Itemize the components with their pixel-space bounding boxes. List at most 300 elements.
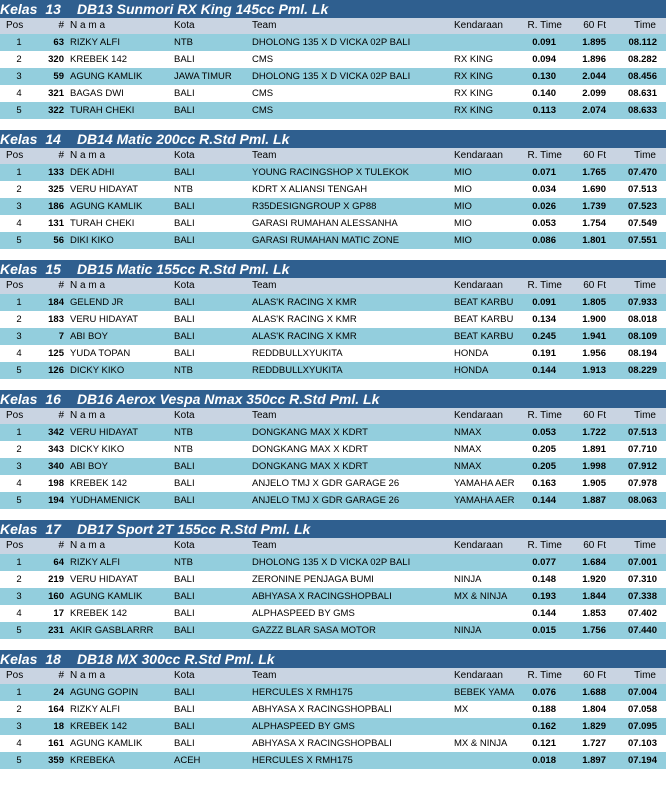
header-time: Time [634,280,656,291]
header-kota: Kota [174,150,195,161]
team-cell: GARASI RUMAHAN MATIC ZONE [252,235,400,246]
reaction-time-cell: 0.188 [532,704,556,715]
rider-name-cell: AGUNG KAMLIK [70,591,143,602]
reaction-time-cell: 0.018 [532,755,556,766]
rider-name-cell: KREBEK 142 [70,608,128,619]
reaction-time-cell: 0.140 [532,88,556,99]
rider-name-cell: ABI BOY [70,461,109,472]
class-name: DB17 Sport 2T 155cc R.Std Pml. Lk [76,521,311,537]
race-number-cell: 231 [48,625,64,636]
class-number: 16 [45,391,61,407]
position-cell: 4 [16,478,22,489]
finish-time-cell: 07.710 [627,444,657,455]
finish-time-cell: 07.523 [627,201,657,212]
race-number-cell: 322 [48,105,64,116]
reaction-time-cell: 0.148 [532,574,556,585]
finish-time-cell: 07.513 [627,184,657,195]
sixty-ft-cell: 1.895 [582,37,606,48]
finish-time-cell: 08.112 [628,37,657,48]
reaction-time-cell: 0.162 [532,721,556,732]
vehicle-cell: MIO [454,201,472,212]
finish-time-cell: 07.933 [627,297,657,308]
header-nama: N a m a [70,280,106,291]
team-cell: REDDBULLXYUKITA [252,348,343,359]
city-cell: BALI [174,625,195,636]
vehicle-cell: NINJA [454,625,482,636]
finish-time-cell: 07.103 [627,738,657,749]
position-cell: 3 [16,721,22,732]
rider-name-cell: AGUNG KAMLIK [70,738,143,749]
city-cell: BALI [174,591,195,602]
race-number-cell: 133 [48,167,64,178]
header-kendaraan: Kendaraan [454,410,503,421]
position-cell: 4 [16,608,22,619]
table-row [0,34,666,51]
position-cell: 2 [16,184,22,195]
rider-name-cell: GELEND JR [70,297,124,308]
team-cell: DHOLONG 135 X D VICKA 02P BALI [252,71,411,82]
header-rtime: R. Time [527,20,562,31]
class-name: DB13 Sunmori RX King 145cc Pml. Lk [76,1,329,17]
header-kota: Kota [174,540,195,551]
reaction-time-cell: 0.091 [532,37,556,48]
header-pos: Pos [6,410,24,421]
reaction-time-cell: 0.205 [532,444,556,455]
team-cell: ALAS'K RACING X KMR [252,314,357,325]
class-number: 14 [45,131,61,147]
sixty-ft-cell: 1.897 [582,755,606,766]
position-cell: 2 [16,704,22,715]
header-no: # [58,540,64,551]
table-row [0,424,666,441]
race-number-cell: 24 [53,687,64,698]
reaction-time-cell: 0.163 [532,478,556,489]
city-cell: BALI [174,495,195,506]
header-kendaraan: Kendaraan [454,540,503,551]
position-cell: 4 [16,218,22,229]
reaction-time-cell: 0.130 [532,71,556,82]
sixty-ft-cell: 1.896 [582,54,606,65]
reaction-time-cell: 0.094 [532,54,556,65]
sixty-ft-cell: 1.941 [582,331,606,342]
header-ft: 60 Ft [583,540,606,551]
class-section [0,130,666,249]
finish-time-cell: 08.631 [627,88,657,99]
position-cell: 2 [16,444,22,455]
finish-time-cell: 07.978 [627,478,657,489]
position-cell: 5 [16,495,22,506]
team-cell: ALAS'K RACING X KMR [252,331,357,342]
rider-name-cell: DICKY KIKO [70,365,125,376]
sixty-ft-cell: 1.900 [582,314,606,325]
header-kota: Kota [174,280,195,291]
reaction-time-cell: 0.245 [532,331,556,342]
city-cell: NTB [174,184,193,195]
sixty-ft-cell: 2.074 [582,105,606,116]
vehicle-cell: YAMAHA AER [454,478,515,489]
finish-time-cell: 07.912 [627,461,657,472]
sixty-ft-cell: 1.690 [582,184,606,195]
race-number-cell: 125 [48,348,64,359]
rider-name-cell: TURAH CHEKI [70,218,135,229]
sixty-ft-cell: 1.905 [582,478,606,489]
header-pos: Pos [6,670,24,681]
vehicle-cell: NINJA [454,574,482,585]
table-header [0,408,666,424]
class-title [0,650,666,668]
city-cell: BALI [174,348,195,359]
table-header [0,148,666,164]
header-ft: 60 Ft [583,670,606,681]
class-label: Kelas [0,131,38,147]
header-no: # [58,150,64,161]
section-gap [0,119,666,130]
finish-time-cell: 07.058 [627,704,657,715]
header-pos: Pos [6,540,24,551]
city-cell: BALI [174,608,195,619]
finish-time-cell: 07.194 [627,755,657,766]
city-cell: BALI [174,105,195,116]
sixty-ft-cell: 1.805 [582,297,606,308]
position-cell: 5 [16,365,22,376]
vehicle-cell: RX KING [454,54,494,65]
table-row [0,198,666,215]
header-nama: N a m a [70,150,106,161]
vehicle-cell: NMAX [454,461,482,472]
header-pos: Pos [6,150,24,161]
team-cell: ANJELO TMJ X GDR GARAGE 26 [252,478,400,489]
table-row [0,588,666,605]
vehicle-cell: RX KING [454,105,494,116]
table-row [0,718,666,735]
city-cell: NTB [174,427,193,438]
header-nama: N a m a [70,670,106,681]
city-cell: BALI [174,201,195,212]
table-row [0,164,666,181]
sixty-ft-cell: 1.853 [582,608,606,619]
header-team: Team [252,540,277,551]
header-time: Time [634,670,656,681]
city-cell: BALI [174,218,195,229]
position-cell: 3 [16,461,22,472]
class-name: DB16 Aerox Vespa Nmax 350cc R.Std Pml. Lk [76,391,380,407]
team-cell: CMS [252,105,274,116]
reaction-time-cell: 0.091 [532,297,556,308]
header-time: Time [634,20,656,31]
rider-name-cell: BAGAS DWI [70,88,124,99]
finish-time-cell: 07.549 [627,218,657,229]
section-gap [0,379,666,390]
race-number-cell: 160 [48,591,64,602]
header-time: Time [634,540,656,551]
class-section [0,260,666,379]
race-number-cell: 325 [48,184,64,195]
position-cell: 5 [16,105,22,116]
header-no: # [58,280,64,291]
team-cell: YOUNG RACINGSHOP X TULEKOK [252,167,409,178]
team-cell: KDRT X ALIANSI TENGAH [252,184,368,195]
sixty-ft-cell: 1.688 [582,687,606,698]
table-header [0,278,666,294]
header-no: # [58,670,64,681]
city-cell: BALI [174,297,195,308]
city-cell: ACEH [174,755,201,766]
header-nama: N a m a [70,540,106,551]
table-row [0,51,666,68]
city-cell: NTB [174,365,193,376]
team-cell: ANJELO TMJ X GDR GARAGE 26 [252,495,400,506]
finish-time-cell: 08.633 [627,105,657,116]
position-cell: 1 [16,297,22,308]
table-header [0,18,666,34]
rider-name-cell: VERU HIDAYAT [70,184,139,195]
reaction-time-cell: 0.113 [532,105,556,116]
team-cell: DONGKANG MAX X KDRT [252,461,368,472]
header-time: Time [634,150,656,161]
team-cell: CMS [252,88,274,99]
position-cell: 1 [16,557,22,568]
sixty-ft-cell: 1.844 [582,591,606,602]
rider-name-cell: AKIR GASBLARRR [70,625,154,636]
rider-name-cell: AGUNG KAMLIK [70,201,143,212]
sixty-ft-cell: 2.044 [582,71,606,82]
rider-name-cell: AGUNG GOPIN [70,687,139,698]
header-ft: 60 Ft [583,280,606,291]
class-number: 17 [45,521,61,537]
reaction-time-cell: 0.134 [532,314,556,325]
position-cell: 4 [16,348,22,359]
table-row [0,458,666,475]
city-cell: NTB [174,444,193,455]
vehicle-cell: MX [454,704,469,715]
race-number-cell: 359 [48,755,64,766]
table-row [0,701,666,718]
table-row [0,215,666,232]
class-name: DB14 Matic 200cc R.Std Pml. Lk [76,131,290,147]
class-title [0,0,666,18]
finish-time-cell: 08.194 [627,348,657,359]
city-cell: NTB [174,557,193,568]
team-cell: DONGKANG MAX X KDRT [252,444,368,455]
city-cell: BALI [174,331,195,342]
finish-time-cell: 08.063 [627,495,657,506]
reaction-time-cell: 0.034 [532,184,556,195]
race-number-cell: 59 [53,71,64,82]
header-ft: 60 Ft [583,20,606,31]
header-team: Team [252,20,277,31]
class-name: DB18 MX 300cc R.Std Pml. Lk [76,651,275,667]
position-cell: 3 [16,591,22,602]
race-number-cell: 186 [48,201,64,212]
header-nama: N a m a [70,20,106,31]
vehicle-cell: YAMAHA AER [454,495,515,506]
header-kota: Kota [174,670,195,681]
reaction-time-cell: 0.086 [532,235,556,246]
sixty-ft-cell: 1.887 [582,495,606,506]
class-section [0,520,666,639]
vehicle-cell: MIO [454,184,472,195]
rider-name-cell: RIZKY ALFI [70,37,120,48]
city-cell: BALI [174,54,195,65]
table-header [0,538,666,554]
team-cell: ALPHASPEED BY GMS [252,608,355,619]
race-number-cell: 340 [48,461,64,472]
table-row [0,492,666,509]
vehicle-cell: RX KING [454,88,494,99]
finish-time-cell: 07.001 [627,557,657,568]
header-pos: Pos [6,20,24,31]
header-no: # [58,20,64,31]
header-time: Time [634,410,656,421]
position-cell: 1 [16,37,22,48]
position-cell: 3 [16,331,22,342]
reaction-time-cell: 0.015 [532,625,556,636]
finish-time-cell: 07.338 [627,591,657,602]
reaction-time-cell: 0.071 [532,167,556,178]
race-number-cell: 56 [53,235,64,246]
race-number-cell: 18 [53,721,64,732]
city-cell: NTB [174,37,193,48]
position-cell: 2 [16,574,22,585]
table-row [0,605,666,622]
header-kendaraan: Kendaraan [454,280,503,291]
vehicle-cell: NMAX [454,444,482,455]
reaction-time-cell: 0.144 [532,495,556,506]
table-row [0,328,666,345]
section-gap [0,249,666,260]
table-row [0,85,666,102]
table-header [0,668,666,684]
team-cell: GARASI RUMAHAN ALESSANHA [252,218,398,229]
race-number-cell: 342 [48,427,64,438]
sixty-ft-cell: 1.956 [582,348,606,359]
race-number-cell: 198 [48,478,64,489]
sixty-ft-cell: 1.998 [582,461,606,472]
finish-time-cell: 07.551 [627,235,657,246]
reaction-time-cell: 0.144 [532,608,556,619]
sixty-ft-cell: 1.920 [582,574,606,585]
rider-name-cell: KREBEK 142 [70,721,128,732]
class-label: Kelas [0,521,38,537]
sixty-ft-cell: 1.684 [582,557,606,568]
reaction-time-cell: 0.144 [532,365,556,376]
header-team: Team [252,410,277,421]
class-number: 15 [45,261,61,277]
position-cell: 5 [16,235,22,246]
city-cell: BALI [174,721,195,732]
sixty-ft-cell: 1.829 [582,721,606,732]
vehicle-cell: MX & NINJA [454,591,508,602]
header-team: Team [252,150,277,161]
rider-name-cell: TURAH CHEKI [70,105,135,116]
finish-time-cell: 07.004 [627,687,657,698]
finish-time-cell: 08.109 [627,331,657,342]
sixty-ft-cell: 1.754 [582,218,606,229]
vehicle-cell: RX KING [454,71,494,82]
class-title [0,390,666,408]
reaction-time-cell: 0.053 [532,218,556,229]
table-row [0,68,666,85]
finish-time-cell: 08.282 [627,54,657,65]
table-row [0,735,666,752]
reaction-time-cell: 0.205 [532,461,556,472]
position-cell: 4 [16,738,22,749]
vehicle-cell: MX & NINJA [454,738,508,749]
race-number-cell: 63 [53,37,64,48]
class-number: 18 [45,651,61,667]
class-label: Kelas [0,391,38,407]
finish-time-cell: 07.310 [627,574,657,585]
position-cell: 5 [16,755,22,766]
sixty-ft-cell: 1.727 [582,738,606,749]
finish-time-cell: 08.229 [627,365,657,376]
table-row [0,232,666,249]
header-ft: 60 Ft [583,410,606,421]
vehicle-cell: BEAT KARBU [454,331,514,342]
team-cell: DONGKANG MAX X KDRT [252,427,368,438]
city-cell: BALI [174,687,195,698]
table-row [0,181,666,198]
table-row [0,622,666,639]
team-cell: ZERONINE PENJAGA BUMI [252,574,374,585]
table-row [0,554,666,571]
header-rtime: R. Time [527,150,562,161]
finish-time-cell: 07.402 [627,608,657,619]
sixty-ft-cell: 1.891 [582,444,606,455]
vehicle-cell: MIO [454,218,472,229]
city-cell: JAWA TIMUR [174,71,232,82]
header-nama: N a m a [70,410,106,421]
city-cell: BALI [174,461,195,472]
header-kota: Kota [174,20,195,31]
class-label: Kelas [0,1,38,17]
city-cell: BALI [174,235,195,246]
rider-name-cell: YUDHAMENICK [70,495,141,506]
sixty-ft-cell: 1.756 [582,625,606,636]
vehicle-cell: MIO [454,167,472,178]
header-kota: Kota [174,410,195,421]
rider-name-cell: KREBEK 142 [70,478,128,489]
race-number-cell: 17 [53,608,64,619]
vehicle-cell: BEAT KARBU [454,314,514,325]
sixty-ft-cell: 1.765 [582,167,606,178]
class-section [0,390,666,509]
city-cell: BALI [174,574,195,585]
finish-time-cell: 07.440 [627,625,657,636]
finish-time-cell: 07.095 [627,721,657,732]
city-cell: BALI [174,314,195,325]
table-row [0,475,666,492]
class-title [0,260,666,278]
team-cell: GAZZZ BLAR SASA MOTOR [252,625,376,636]
class-name: DB15 Matic 155cc R.Std Pml. Lk [76,261,290,277]
reaction-time-cell: 0.121 [532,738,556,749]
rider-name-cell: DICKY KIKO [70,444,125,455]
position-cell: 1 [16,167,22,178]
reaction-time-cell: 0.077 [532,557,556,568]
header-rtime: R. Time [527,410,562,421]
finish-time-cell: 07.513 [627,427,657,438]
race-number-cell: 161 [48,738,64,749]
position-cell: 1 [16,427,22,438]
reaction-time-cell: 0.191 [532,348,556,359]
race-number-cell: 131 [48,218,64,229]
race-number-cell: 343 [48,444,64,455]
section-gap [0,639,666,650]
sixty-ft-cell: 1.804 [582,704,606,715]
team-cell: ABHYASA X RACINGSHOPBALI [252,704,392,715]
sixty-ft-cell: 2.099 [582,88,606,99]
